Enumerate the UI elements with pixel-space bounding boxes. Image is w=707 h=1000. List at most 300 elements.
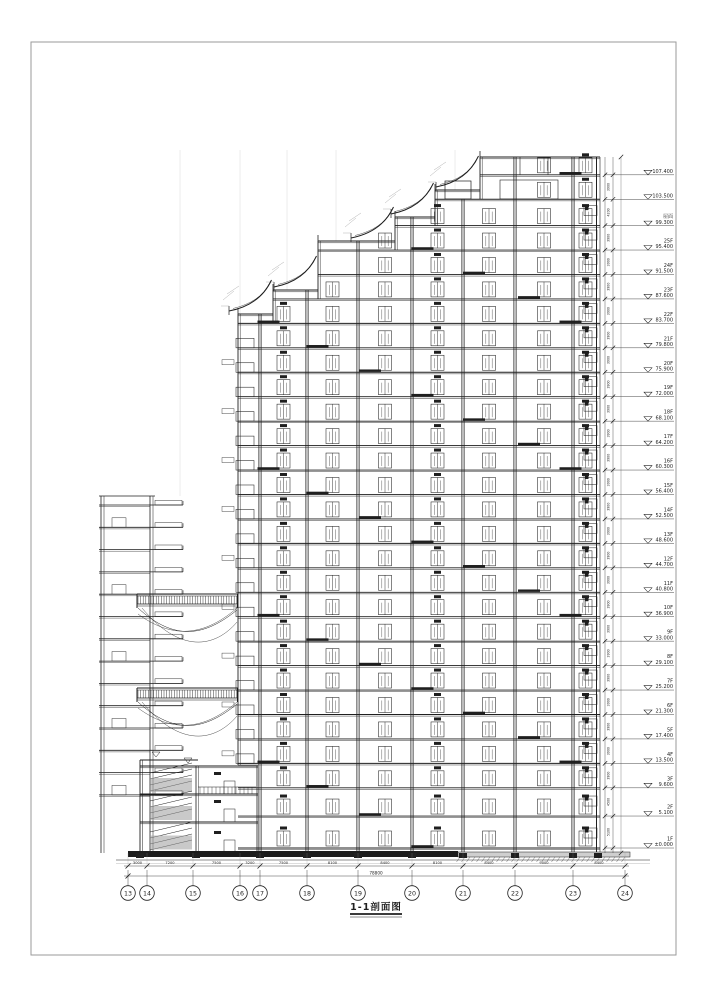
level-triangle [644,392,652,397]
bay-dimension: 8100 [327,861,338,865]
level-elevation: 13.500 [655,757,673,764]
balcony [236,387,254,397]
annex-balcony [155,723,182,728]
stair-flight [150,822,192,832]
level-elevation: 29.100 [655,659,673,666]
ground-hatch [532,857,536,862]
facade-level-tag [222,604,234,609]
bay-dimension: 3000 [132,861,143,865]
slab-annotation [307,492,329,494]
facade-level-tag [222,360,234,365]
floor-height-dim: 3900 [606,771,611,780]
ground-hatch [497,857,501,862]
grid-label: 13 [123,890,133,898]
room-tag [434,620,441,623]
room-tag [434,424,441,427]
canopy-dim-mark [227,286,239,294]
slab-annotation [463,565,485,567]
louver-mark [585,207,589,211]
slab-annotation [463,712,485,714]
ground-hatch [557,857,561,862]
slab-annotation [560,467,582,469]
floor-height-dim: 3900 [606,551,611,560]
room-tag [434,302,441,305]
grid-label: 17 [255,890,265,898]
louver-mark [585,622,589,626]
machine-room [500,180,558,199]
bay-dimension: 7500 [278,861,289,865]
ground-hatch [577,857,581,862]
room-tag [434,827,441,830]
louver-mark [585,329,589,333]
balcony [236,681,254,691]
bay-dimension: 7200 [165,861,175,865]
ground-hatch [527,857,531,862]
canopy-dim-mark [272,262,284,270]
level-triangle [644,661,652,666]
room-tag [280,693,287,696]
louver-mark [585,304,589,308]
slab-annotation [463,272,485,274]
canopy-dim-mark [223,291,234,300]
floor-height-dim: 3900 [606,331,611,340]
canopy-curve [355,211,391,236]
annex-balcony [155,545,182,550]
room-tag [280,766,287,769]
room-tag [434,571,441,574]
balcony [236,583,254,593]
level-triangle [644,368,652,373]
canopy-dim-mark [268,267,279,276]
level-elevation: 72.000 [655,390,673,397]
grid-label: 16 [235,890,245,898]
room-tag [434,742,441,745]
slab-annotation [359,663,381,665]
level-elevation: 25.200 [655,684,673,691]
canopy-curve [233,284,269,309]
right-dimension-chains [603,155,623,855]
annex-door [112,585,126,595]
left-annex-building [99,496,183,853]
level-name: 13F [663,531,673,538]
level-triangle [644,612,652,617]
room-tag [280,827,287,830]
level-elevation: 17.400 [655,733,673,740]
room-tag [280,497,287,500]
room-tag [280,449,287,452]
ground-hatch [552,857,556,862]
balcony [236,412,254,422]
louver-mark [585,598,589,602]
level-triangle [644,812,652,817]
louver-mark [585,695,589,699]
level-triangle [644,221,652,226]
bay-dimension: 9000 [539,861,549,865]
slab-annotation [518,736,540,738]
level-name: 1F [666,836,673,843]
room-tag [280,326,287,329]
annex-balcony [155,567,182,572]
stair-flight [150,797,192,807]
floor-height-dim: 3900 [606,233,611,242]
louver-mark [585,378,589,382]
ground-hatch [472,857,476,862]
level-name: 12F [663,556,673,563]
balcony [236,534,254,544]
level-elevation: 36.900 [655,610,673,617]
ground-hatch [587,857,591,862]
floor-height-dim: 3900 [606,673,611,682]
level-elevation: 56.400 [655,488,673,495]
room-tag [280,302,287,305]
canopy-curve [229,280,272,311]
room-tag [434,795,441,798]
slab-annotation [412,541,434,543]
room-tag [434,595,441,598]
ground-hatch [612,857,616,862]
facade-level-tag [222,506,234,511]
level-elevation: 40.800 [655,586,673,593]
louver-mark [585,524,589,528]
level-elevation: 91.500 [655,268,673,275]
floor-height-dim: 3900 [606,429,611,438]
level-triangle [644,637,652,642]
balcony [236,363,254,373]
room-tag [214,800,221,803]
louver-mark [585,797,589,801]
louver-mark [585,255,589,259]
annex-door [112,719,126,729]
slab-annotation [258,321,280,323]
annex-balcony [155,612,182,617]
level-triangle [644,270,652,275]
canopy-curve [436,156,479,187]
room-tag [280,795,287,798]
level-elevation: 21.300 [655,708,673,715]
level-name: 15F [663,482,673,489]
level-name: 25F [663,238,673,245]
floor-height-dim: 3900 [606,600,611,609]
level-triangle [644,195,652,200]
slab-annotation [307,345,329,347]
drawing-title: 1-1剖面图 [350,902,402,913]
slab-annotation [258,761,280,763]
level-triangle [644,246,652,251]
ground-hatch [617,857,621,862]
ground-hatch [582,857,586,862]
canopy-curve [351,207,394,238]
ground-hatch [622,857,626,862]
slab-annotation [412,687,434,689]
grid-label: 23 [568,890,578,898]
facade-level-tag [222,751,234,756]
room-tag [434,253,441,256]
stair-block [150,806,192,820]
bay-dimension: 8400 [594,861,604,865]
room-tag [434,522,441,525]
level-name: 22F [663,311,673,318]
room-tag [214,772,221,775]
canopy-curve [395,187,431,212]
level-name: 14F [663,507,673,514]
level-triangle [644,844,652,849]
facade-level-tag [222,653,234,658]
room-tag [582,178,589,181]
floor-height-dim: 3900 [606,575,611,585]
room-tag [434,497,441,500]
podium-level-marker [184,758,192,763]
room-tag [280,375,287,378]
slab-annotation [560,614,582,616]
balcony [236,558,254,568]
floor-height-dim: 3900 [606,624,611,633]
room-tag [434,717,441,720]
slab-annotation [307,785,329,787]
room-tag [280,669,287,672]
floor-height-dim: 3900 [606,380,611,389]
ground-hatch [477,857,481,862]
slab-annotation [412,845,434,847]
level-triangle [644,734,652,739]
podium-door [224,809,235,822]
ground-hatch [502,857,506,862]
room-tag [280,424,287,427]
bay-dimension: 8100 [432,861,443,865]
canopy-dim-mark [389,189,401,197]
floor-height-dim: 3900 [606,478,611,487]
level-name: 23F [663,287,673,294]
room-tag [434,473,441,476]
floor-height-dim: 3900 [606,698,611,707]
annex-balcony [155,634,182,639]
ground-hatch [467,857,471,862]
level-triangle [644,294,652,299]
facade-level-tag [222,458,234,463]
room-tag [434,229,441,232]
louver-mark [585,573,589,577]
level-triangle [644,466,652,471]
level-name: 10F [663,605,673,612]
ground-slab-light [458,852,630,857]
level-triangle [644,441,652,446]
level-elevation: 83.700 [655,317,673,324]
level-triangle [644,759,652,764]
room-tag [280,717,287,720]
bay-dimension: 7500 [211,861,222,865]
level-name: 7F [666,678,673,685]
tower-section [221,151,600,853]
ground-hatch [607,857,611,862]
annex-door [112,518,126,528]
canopy-dim-mark [345,218,356,227]
louver-mark [585,744,589,748]
room-tag [434,546,441,549]
balcony [236,705,254,715]
room-tag [280,400,287,403]
grid-label: 15 [188,890,198,898]
room-tag [434,351,441,354]
louver-mark [585,427,589,431]
balcony [236,461,254,471]
podium-door [224,781,235,794]
level-name: 20F [663,360,673,367]
room-tag [434,204,441,207]
facade-level-tag [222,702,234,707]
level-elevation: 107.400 [652,169,673,176]
level-triangle [644,783,652,788]
canopy-curve [274,256,317,287]
bay-dimension: 8400 [380,861,390,865]
level-elevation: 48.600 [655,537,673,544]
level-name: 16F [663,458,673,465]
room-tag [434,400,441,403]
drawing-title-block [350,901,402,917]
grid-label: 14 [142,890,152,898]
room-tag [280,644,287,647]
louver-mark [585,231,589,235]
balcony [236,754,254,764]
level-triangle [644,319,652,324]
balcony [236,729,254,739]
slab-annotation [412,247,434,249]
annex-door [112,652,126,662]
room-tag [280,620,287,623]
level-triangle [644,686,652,691]
level-elevation: 103.500 [652,193,673,200]
level-name: 18F [663,409,673,416]
level-elevation: 52.500 [655,513,673,520]
level-name: 9F [666,629,673,636]
level-name: 11F [663,580,673,587]
floor-height-dim: 3900 [606,404,611,413]
facade-level-tag [222,409,234,414]
room-tag [434,375,441,378]
louver-mark [585,549,589,553]
room-tag [582,153,589,156]
slab-annotation [518,589,540,591]
level-elevation: 60.300 [655,464,673,471]
slab-annotation [359,369,381,371]
louver-mark [585,829,589,833]
level-triangle [644,539,652,544]
room-tag [280,571,287,574]
louver-mark [585,769,589,773]
balcony [236,656,254,666]
grid-label: 20 [407,890,417,898]
level-name: 24F [663,262,673,269]
annex-balcony [155,523,182,528]
slab-annotation [560,761,582,763]
floor-height-dim: 3900 [606,502,611,511]
level-triangle [644,490,652,495]
connecting-bridges [137,594,238,736]
balcony [236,509,254,519]
room-tag [280,742,287,745]
level-elevation: 87.600 [655,293,673,300]
podium-building [140,752,258,853]
louver-mark [585,353,589,357]
level-elevation: 79.800 [655,342,673,349]
canopy-dim-mark [385,194,396,203]
floor-height-dim: 3900 [606,747,611,756]
level-name: 4F [666,751,673,758]
level-triangle [644,588,652,593]
room-tag [280,473,287,476]
level-elevation: 9.600 [658,782,673,789]
level-triangle [644,563,652,568]
louver-mark [585,647,589,651]
level-name: 2F [666,804,673,811]
sheet-border [31,42,676,955]
grid-label: 24 [620,890,630,898]
floor-height-dim: 3900 [606,527,611,536]
room-tag [280,546,287,549]
annex-balcony [155,746,182,751]
slab-annotation [560,321,582,323]
slab-annotation [518,443,540,445]
total-dimension: 78800 [369,870,383,876]
floor-height-dim: 5100 [606,827,611,837]
level-name: 5F [666,727,673,734]
room-tag [434,693,441,696]
level-name: 屋面 [662,214,673,221]
balcony [236,485,254,495]
canopy-curve [391,183,434,214]
level-name: 17F [663,434,673,441]
room-tag [434,644,441,647]
louver-mark [585,402,589,406]
louver-mark [585,475,589,479]
canopy-dim-mark [430,167,441,176]
balcony [236,436,254,446]
floor-height-dim: 3900 [606,258,611,267]
bay-dimension: 8400 [484,861,494,865]
annex-balcony [155,500,182,505]
level-elevation: 68.100 [655,415,673,422]
balcony [236,338,254,348]
grid-label: 19 [353,890,363,898]
floor-height-dim: 3900 [606,722,611,731]
level-triangle [644,417,652,422]
grid-label: 18 [302,890,312,898]
level-elevation: 75.900 [655,366,673,373]
level-name: 21F [663,336,673,343]
level-elevation: 44.700 [655,562,673,569]
level-name: 6F [666,702,673,709]
louver-mark [585,451,589,455]
level-elevation: 64.200 [655,439,673,446]
slab-annotation [359,516,381,518]
slab-annotation [359,813,381,815]
slab-annotation [258,614,280,616]
level-triangle [644,170,652,175]
balcony [236,607,254,617]
canopy-dim-mark [349,213,361,221]
slab-annotation [518,296,540,298]
stair-block [150,836,192,850]
floor-height-dim: 4500 [606,797,611,806]
grid-label: 22 [510,890,520,898]
floor-height-dim: 3900 [606,182,611,192]
floor-height-dim: 3900 [606,355,611,365]
room-tag [280,351,287,354]
louver-mark [585,500,589,504]
slab-annotation [463,418,485,420]
floor-height-dim: 3900 [606,307,611,316]
level-elevation: 5.100 [658,810,673,817]
ground-hatch [562,857,566,862]
grid-label: 21 [458,890,468,898]
